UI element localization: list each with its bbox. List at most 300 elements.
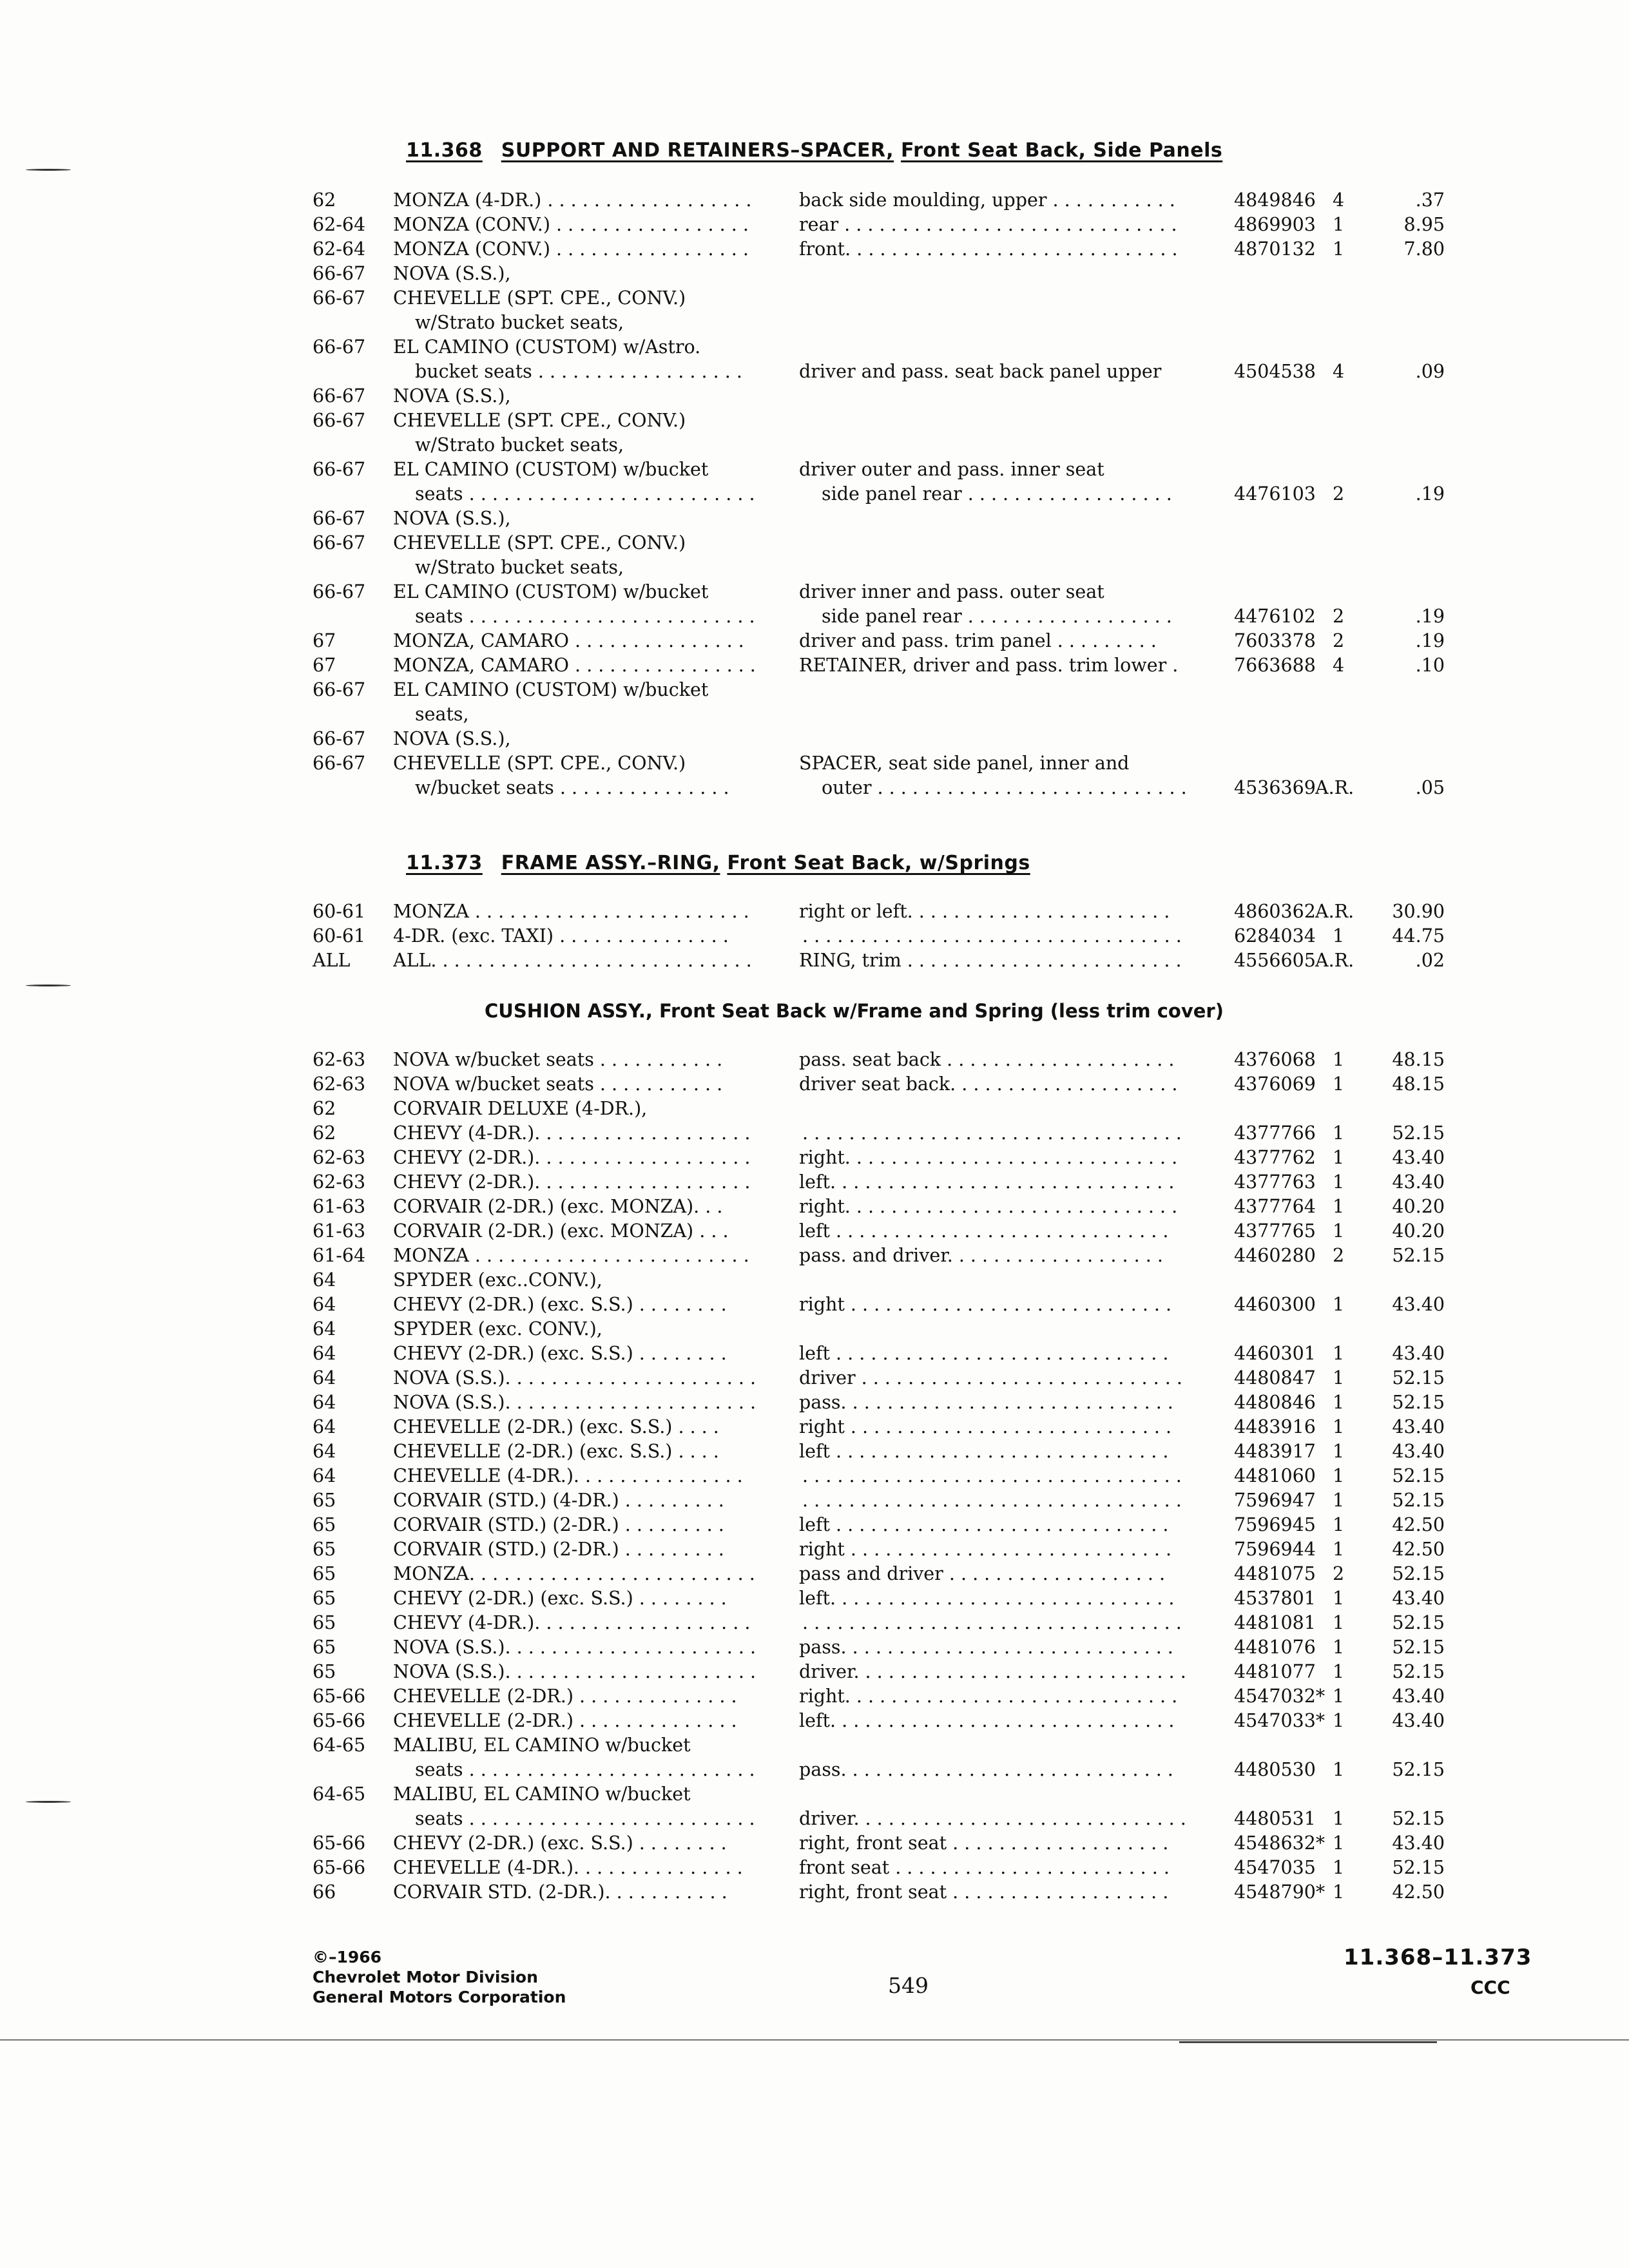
quantity: 1 bbox=[1333, 1710, 1345, 1731]
part-number: 7596944 bbox=[1234, 1539, 1316, 1560]
price: 52.15 bbox=[1392, 1367, 1445, 1389]
model-name: NOVA (S.S.), bbox=[393, 728, 511, 749]
table-row bbox=[0, 1121, 1629, 1146]
model-year: 66-67 bbox=[313, 728, 366, 749]
model-name-continued: w/Strato bucket seats, bbox=[415, 312, 624, 333]
model-name: MONZA (CONV.) . . . . . . . . . . . . . . . . . bbox=[393, 238, 749, 260]
table-row bbox=[0, 1807, 1629, 1831]
part-description: left . . . . . . . . . . . . . . . . . . . . . . . . . . . . . bbox=[799, 1220, 1169, 1242]
quantity: 1 bbox=[1333, 214, 1345, 235]
model-name: NOVA (S.S.), bbox=[393, 263, 511, 284]
quantity: 1 bbox=[1333, 1514, 1345, 1535]
table-row bbox=[0, 1439, 1629, 1464]
part-description: left . . . . . . . . . . . . . . . . . . . . . . . . . . . . . bbox=[799, 1343, 1169, 1364]
table-row bbox=[0, 1097, 1629, 1121]
model-name: NOVA (S.S.), bbox=[393, 508, 511, 529]
model-name: CHEVY (2-DR.) (exc. S.S.) . . . . . . . . bbox=[393, 1588, 727, 1609]
model-year: 65 bbox=[313, 1514, 336, 1535]
price: 43.40 bbox=[1392, 1343, 1445, 1364]
model-year: 62 bbox=[313, 1122, 336, 1144]
price: 43.40 bbox=[1392, 1171, 1445, 1193]
model-year: 64 bbox=[313, 1318, 336, 1340]
section-number: 11.373 bbox=[406, 852, 483, 874]
part-description: back side moulding, upper . . . . . . . . . . . bbox=[799, 189, 1175, 211]
price: 48.15 bbox=[1392, 1073, 1445, 1095]
quantity: 1 bbox=[1333, 1294, 1345, 1315]
table-row bbox=[0, 384, 1629, 408]
table-row bbox=[0, 1782, 1629, 1807]
part-description: left . . . . . . . . . . . . . . . . . . . . . . . . . . . . . bbox=[799, 1441, 1169, 1462]
model-year: 62-63 bbox=[313, 1073, 366, 1095]
table-row bbox=[0, 1684, 1629, 1709]
quantity: 1 bbox=[1333, 1881, 1345, 1903]
table-row bbox=[0, 1048, 1629, 1072]
model-year: 64 bbox=[313, 1294, 336, 1315]
model-year: 64 bbox=[313, 1343, 336, 1364]
part-number: 7663688 bbox=[1234, 655, 1316, 676]
quantity: 1 bbox=[1333, 1637, 1345, 1658]
model-name: CHEVELLE (2-DR.) . . . . . . . . . . . . . . bbox=[393, 1710, 737, 1731]
price: .05 bbox=[1415, 777, 1445, 798]
part-description: right, front seat . . . . . . . . . . . . . . . . . . . bbox=[799, 1881, 1169, 1903]
model-year: 61-63 bbox=[313, 1220, 366, 1242]
corporation-name: General Motors Corporation bbox=[313, 1988, 566, 2006]
part-number: 4460300 bbox=[1234, 1294, 1316, 1315]
model-name: EL CAMINO (CUSTOM) w/bucket bbox=[393, 459, 709, 480]
part-description: driver. . . . . . . . . . . . . . . . . . . . . . . . . . . . . bbox=[799, 1661, 1186, 1682]
model-year: 62-64 bbox=[313, 214, 366, 235]
price: 42.50 bbox=[1392, 1539, 1445, 1560]
model-name: MONZA, CAMARO . . . . . . . . . . . . . . . . bbox=[393, 655, 756, 676]
quantity: 1 bbox=[1333, 1539, 1345, 1560]
model-year: 67 bbox=[313, 655, 336, 676]
price: 43.40 bbox=[1392, 1832, 1445, 1854]
quantity: A.R. bbox=[1315, 777, 1354, 798]
model-name: CHEVELLE (SPT. CPE., CONV.) bbox=[393, 532, 686, 553]
part-description: front seat . . . . . . . . . . . . . . . . . . . . . . . . bbox=[799, 1857, 1170, 1878]
section-subtitle: Front Seat Back, Side Panels bbox=[901, 139, 1223, 162]
quantity: 1 bbox=[1333, 1857, 1345, 1878]
part-number: 7603378 bbox=[1234, 630, 1316, 651]
part-number: 4869903 bbox=[1234, 214, 1316, 235]
table-row bbox=[0, 286, 1629, 311]
part-description: pass. . . . . . . . . . . . . . . . . . . . . . . . . . . . . bbox=[799, 1392, 1173, 1413]
part-number: 6284034 bbox=[1234, 925, 1316, 947]
model-year: 65 bbox=[313, 1612, 336, 1633]
punch-mark-middle bbox=[26, 985, 71, 986]
part-number: 4480531 bbox=[1234, 1808, 1316, 1829]
part-description: driver. . . . . . . . . . . . . . . . . . . . . . . . . . . . . bbox=[799, 1808, 1186, 1829]
model-name: CHEVELLE (4-DR.). . . . . . . . . . . . . . . bbox=[393, 1465, 743, 1486]
part-number: 4377765 bbox=[1234, 1220, 1316, 1242]
table-row bbox=[0, 948, 1629, 973]
model-name: NOVA (S.S.). . . . . . . . . . . . . . . . . . . . . . bbox=[393, 1367, 757, 1389]
model-year: 62-64 bbox=[313, 238, 366, 260]
price: 52.15 bbox=[1392, 1759, 1445, 1780]
model-year: 67 bbox=[313, 630, 336, 651]
model-name: NOVA w/bucket seats . . . . . . . . . . . bbox=[393, 1049, 723, 1070]
model-year: 61-63 bbox=[313, 1196, 366, 1217]
model-year: 64 bbox=[313, 1465, 336, 1486]
model-name: CORVAIR STD. (2-DR.). . . . . . . . . . . bbox=[393, 1881, 728, 1903]
model-name: NOVA (S.S.). . . . . . . . . . . . . . . . . . . . . . bbox=[393, 1661, 757, 1682]
table-row bbox=[0, 1195, 1629, 1219]
price: 52.15 bbox=[1392, 1563, 1445, 1584]
model-name: CHEVELLE (4-DR.). . . . . . . . . . . . . . . bbox=[393, 1857, 743, 1878]
part-description-continued: side panel rear . . . . . . . . . . . . . . . . . . bbox=[822, 606, 1172, 627]
parts-table-11-373 bbox=[0, 899, 1629, 973]
model-year: 65 bbox=[313, 1563, 336, 1584]
section-range: 11.368–11.373 bbox=[1344, 1945, 1532, 1970]
model-year: 64-65 bbox=[313, 1783, 366, 1805]
part-description: SPACER, seat side panel, inner and bbox=[799, 753, 1130, 774]
part-description: driver inner and pass. outer seat bbox=[799, 581, 1104, 602]
model-name: MONZA . . . . . . . . . . . . . . . . . . . . . . . . bbox=[393, 1245, 749, 1266]
part-description: . . . . . . . . . . . . . . . . . . . . . . . . . . . . . . . . . bbox=[802, 1490, 1182, 1511]
table-row bbox=[0, 1733, 1629, 1758]
part-description: right . . . . . . . . . . . . . . . . . . . . . . . . . . . . bbox=[799, 1539, 1172, 1560]
model-year: 66-67 bbox=[313, 508, 366, 529]
model-name-continued: w/Strato bucket seats, bbox=[415, 434, 624, 456]
parts-table-cushion-assy bbox=[0, 1048, 1629, 1905]
quantity: 1 bbox=[1333, 1832, 1345, 1854]
model-name: CORVAIR (2-DR.) (exc. MONZA). . . bbox=[393, 1196, 723, 1217]
model-year: 62 bbox=[313, 189, 336, 211]
quantity: 1 bbox=[1333, 1367, 1345, 1389]
model-year: 66-67 bbox=[313, 679, 366, 700]
price: 30.90 bbox=[1392, 901, 1445, 922]
table-row bbox=[0, 776, 1629, 800]
table-row bbox=[0, 1219, 1629, 1244]
quantity: 1 bbox=[1333, 1147, 1345, 1168]
part-description: driver seat back. . . . . . . . . . . . . . . . . . . . bbox=[799, 1073, 1178, 1095]
bottom-rule-heavy bbox=[1179, 2041, 1437, 2043]
model-year: 66-67 bbox=[313, 581, 366, 602]
model-name-continued: bucket seats . . . . . . . . . . . . . . . . . . bbox=[415, 361, 742, 382]
table-row bbox=[0, 335, 1629, 360]
model-year: 62-63 bbox=[313, 1147, 366, 1168]
quantity: 1 bbox=[1333, 1196, 1345, 1217]
quantity: 1 bbox=[1333, 1465, 1345, 1486]
model-name: NOVA w/bucket seats . . . . . . . . . . . bbox=[393, 1073, 723, 1095]
table-row bbox=[0, 262, 1629, 286]
model-year: 65-66 bbox=[313, 1832, 366, 1854]
quantity: A.R. bbox=[1315, 901, 1354, 922]
model-name: EL CAMINO (CUSTOM) w/bucket bbox=[393, 679, 709, 700]
bottom-rule bbox=[0, 2039, 1629, 2041]
model-year: 64 bbox=[313, 1416, 336, 1437]
model-name: EL CAMINO (CUSTOM) w/Astro. bbox=[393, 336, 701, 358]
part-number: 4547033* bbox=[1234, 1710, 1325, 1731]
model-name-continued: seats, bbox=[415, 704, 469, 725]
price: .19 bbox=[1415, 483, 1445, 505]
table-row bbox=[0, 678, 1629, 702]
table-row bbox=[0, 408, 1629, 433]
model-year: 65 bbox=[313, 1661, 336, 1682]
model-name: CORVAIR DELUXE (4-DR.), bbox=[393, 1098, 648, 1119]
model-name: SPYDER (exc. CONV.), bbox=[393, 1318, 602, 1340]
price: 42.50 bbox=[1392, 1514, 1445, 1535]
quantity: 2 bbox=[1333, 606, 1345, 627]
section-number: 11.368 bbox=[406, 139, 483, 162]
part-number: 4460280 bbox=[1234, 1245, 1316, 1266]
catalog-code: CCC bbox=[1470, 1977, 1510, 1998]
table-row bbox=[0, 1611, 1629, 1635]
model-year: 64 bbox=[313, 1367, 336, 1389]
cushion-assy-heading: CUSHION ASSY., Front Seat Back w/Frame and Spring (less trim cover) bbox=[485, 1000, 1224, 1022]
model-year: 66-67 bbox=[313, 753, 366, 774]
model-name: NOVA (S.S.). . . . . . . . . . . . . . . . . . . . . . bbox=[393, 1637, 757, 1658]
model-year: 66-67 bbox=[313, 287, 366, 309]
part-description: . . . . . . . . . . . . . . . . . . . . . . . . . . . . . . . . . bbox=[802, 1612, 1182, 1633]
price: .09 bbox=[1415, 361, 1445, 382]
model-name-continued: seats . . . . . . . . . . . . . . . . . . . . . . . . . bbox=[415, 1759, 755, 1780]
quantity: 1 bbox=[1333, 1122, 1345, 1144]
part-description: right. . . . . . . . . . . . . . . . . . . . . . . . . . . . . bbox=[799, 1147, 1178, 1168]
price: 52.15 bbox=[1392, 1637, 1445, 1658]
price: 52.15 bbox=[1392, 1392, 1445, 1413]
punch-mark-top bbox=[26, 169, 71, 171]
table-row bbox=[0, 1831, 1629, 1856]
part-number: 4476102 bbox=[1234, 606, 1316, 627]
table-row bbox=[0, 1856, 1629, 1880]
model-name: CHEVELLE (SPT. CPE., CONV.) bbox=[393, 287, 686, 309]
table-row bbox=[0, 1709, 1629, 1733]
model-name: NOVA (S.S.), bbox=[393, 385, 511, 407]
part-number: 4481076 bbox=[1234, 1637, 1316, 1658]
price: 48.15 bbox=[1392, 1049, 1445, 1070]
price: 8.95 bbox=[1403, 214, 1445, 235]
publisher-block bbox=[313, 1947, 566, 2007]
quantity: 1 bbox=[1333, 1171, 1345, 1193]
model-name: ALL. . . . . . . . . . . . . . . . . . . . . . . . . . . . bbox=[393, 950, 752, 971]
model-name: MONZA, CAMARO . . . . . . . . . . . . . . . bbox=[393, 630, 744, 651]
model-name-continued: seats . . . . . . . . . . . . . . . . . . . . . . . . . bbox=[415, 483, 755, 505]
price: 52.15 bbox=[1392, 1612, 1445, 1633]
table-row bbox=[0, 1758, 1629, 1782]
quantity: 2 bbox=[1333, 1563, 1345, 1584]
part-description: rear . . . . . . . . . . . . . . . . . . . . . . . . . . . . . bbox=[799, 214, 1177, 235]
quantity: 1 bbox=[1333, 1759, 1345, 1780]
quantity: 1 bbox=[1333, 1686, 1345, 1707]
table-row bbox=[0, 1488, 1629, 1513]
model-name: CHEVY (4-DR.). . . . . . . . . . . . . . . . . . . bbox=[393, 1612, 751, 1633]
table-row bbox=[0, 1268, 1629, 1293]
table-row bbox=[0, 727, 1629, 751]
part-description: right or left. . . . . . . . . . . . . . . . . . . . . . . bbox=[799, 901, 1170, 922]
part-number: 4547035 bbox=[1234, 1857, 1316, 1878]
part-description: pass. seat back . . . . . . . . . . . . . . . . . . . . bbox=[799, 1049, 1175, 1070]
model-year: 62-63 bbox=[313, 1171, 366, 1193]
model-name-continued: w/bucket seats . . . . . . . . . . . . . . . bbox=[415, 777, 729, 798]
table-row bbox=[0, 1341, 1629, 1366]
price: .19 bbox=[1415, 630, 1445, 651]
model-name: MONZA (CONV.) . . . . . . . . . . . . . . . . . bbox=[393, 214, 749, 235]
model-name: CORVAIR (STD.) (2-DR.) . . . . . . . . . bbox=[393, 1539, 724, 1560]
model-year: 66-67 bbox=[313, 410, 366, 431]
part-number: 4870132 bbox=[1234, 238, 1316, 260]
model-name: MONZA. . . . . . . . . . . . . . . . . . . . . . . . . bbox=[393, 1563, 755, 1584]
model-name: CHEVELLE (2-DR.) . . . . . . . . . . . . . . bbox=[393, 1686, 737, 1707]
quantity: 4 bbox=[1333, 189, 1345, 211]
table-row bbox=[0, 1880, 1629, 1905]
model-name: CHEVY (2-DR.) (exc. S.S.) . . . . . . . . bbox=[393, 1343, 727, 1364]
model-name: MONZA . . . . . . . . . . . . . . . . . . . . . . . . bbox=[393, 901, 749, 922]
model-name: CHEVY (2-DR.). . . . . . . . . . . . . . . . . . . bbox=[393, 1147, 751, 1168]
table-row bbox=[0, 506, 1629, 531]
part-number: 4376069 bbox=[1234, 1073, 1316, 1095]
table-row bbox=[0, 1513, 1629, 1537]
quantity: 1 bbox=[1333, 1808, 1345, 1829]
part-number: 4548632* bbox=[1234, 1832, 1325, 1854]
table-row bbox=[0, 1146, 1629, 1170]
part-number: 4860362 bbox=[1234, 901, 1316, 922]
model-year: 65 bbox=[313, 1637, 336, 1658]
part-description: right . . . . . . . . . . . . . . . . . . . . . . . . . . . . bbox=[799, 1294, 1172, 1315]
part-number: 4556605 bbox=[1234, 950, 1316, 971]
price: 40.20 bbox=[1392, 1196, 1445, 1217]
quantity: 2 bbox=[1333, 483, 1345, 505]
part-number: 4547032* bbox=[1234, 1686, 1325, 1707]
model-year: 65-66 bbox=[313, 1710, 366, 1731]
part-number: 4377766 bbox=[1234, 1122, 1316, 1144]
table-row bbox=[0, 1537, 1629, 1562]
price: 43.40 bbox=[1392, 1441, 1445, 1462]
table-row bbox=[0, 899, 1629, 924]
model-name-continued: w/Strato bucket seats, bbox=[415, 557, 624, 578]
quantity: 2 bbox=[1333, 1245, 1345, 1266]
section-subtitle: Front Seat Back, w/Springs bbox=[727, 852, 1030, 874]
quantity: A.R. bbox=[1315, 950, 1354, 971]
price: 43.40 bbox=[1392, 1147, 1445, 1168]
quantity: 1 bbox=[1333, 1588, 1345, 1609]
part-number: 4480846 bbox=[1234, 1392, 1316, 1413]
part-description: front. . . . . . . . . . . . . . . . . . . . . . . . . . . . . bbox=[799, 238, 1178, 260]
price: 52.15 bbox=[1392, 1857, 1445, 1878]
table-row bbox=[0, 1660, 1629, 1684]
part-number: 4536369 bbox=[1234, 777, 1316, 798]
section-title: FRAME ASSY.–RING, bbox=[501, 852, 720, 874]
part-number: 4377764 bbox=[1234, 1196, 1316, 1217]
price: 7.80 bbox=[1403, 238, 1445, 260]
quantity: 1 bbox=[1333, 1073, 1345, 1095]
model-name: SPYDER (exc..CONV.), bbox=[393, 1269, 602, 1291]
quantity: 1 bbox=[1333, 1661, 1345, 1682]
model-year: 62-63 bbox=[313, 1049, 366, 1070]
quantity: 1 bbox=[1333, 1049, 1345, 1070]
price: 43.40 bbox=[1392, 1294, 1445, 1315]
part-description: . . . . . . . . . . . . . . . . . . . . . . . . . . . . . . . . . bbox=[802, 1465, 1182, 1486]
table-row bbox=[0, 653, 1629, 678]
model-year: 66-67 bbox=[313, 336, 366, 358]
price: 40.20 bbox=[1392, 1220, 1445, 1242]
table-row bbox=[0, 924, 1629, 948]
table-row bbox=[0, 1366, 1629, 1390]
table-row bbox=[0, 1072, 1629, 1097]
part-number: 4481081 bbox=[1234, 1612, 1316, 1633]
parts-table-11-368 bbox=[0, 188, 1629, 800]
table-row bbox=[0, 311, 1629, 335]
model-name: CHEVELLE (2-DR.) (exc. S.S.) . . . . bbox=[393, 1441, 719, 1462]
price: .37 bbox=[1415, 189, 1445, 211]
part-number: 4483917 bbox=[1234, 1441, 1316, 1462]
model-name-continued: seats . . . . . . . . . . . . . . . . . . . . . . . . . bbox=[415, 606, 755, 627]
part-number: 4481075 bbox=[1234, 1563, 1316, 1584]
model-name: NOVA (S.S.). . . . . . . . . . . . . . . . . . . . . . bbox=[393, 1392, 757, 1413]
model-year: 60-61 bbox=[313, 901, 366, 922]
section-heading-11-373 bbox=[406, 852, 1030, 874]
part-number: 4376068 bbox=[1234, 1049, 1316, 1070]
table-row bbox=[0, 1390, 1629, 1415]
table-row bbox=[0, 1635, 1629, 1660]
part-description: RETAINER, driver and pass. trim lower . bbox=[799, 655, 1179, 676]
model-year: 66-67 bbox=[313, 459, 366, 480]
table-row bbox=[0, 1562, 1629, 1586]
table-row bbox=[0, 1170, 1629, 1195]
price: 42.50 bbox=[1392, 1881, 1445, 1903]
part-number: 7596947 bbox=[1234, 1490, 1316, 1511]
part-number: 4481060 bbox=[1234, 1465, 1316, 1486]
price: 52.15 bbox=[1392, 1245, 1445, 1266]
model-year: 61-64 bbox=[313, 1245, 366, 1266]
model-name-continued: seats . . . . . . . . . . . . . . . . . . . . . . . . . bbox=[415, 1808, 755, 1829]
price: 44.75 bbox=[1392, 925, 1445, 947]
quantity: 1 bbox=[1333, 238, 1345, 260]
part-number: 4483916 bbox=[1234, 1416, 1316, 1437]
part-description: left. . . . . . . . . . . . . . . . . . . . . . . . . . . . . . bbox=[799, 1588, 1175, 1609]
model-year: 65-66 bbox=[313, 1857, 366, 1878]
part-description: driver outer and pass. inner seat bbox=[799, 459, 1104, 480]
model-name: CHEVY (2-DR.) (exc. S.S.) . . . . . . . . bbox=[393, 1832, 727, 1854]
part-number: 4548790* bbox=[1234, 1881, 1325, 1903]
quantity: 1 bbox=[1333, 1441, 1345, 1462]
part-description: right . . . . . . . . . . . . . . . . . . . . . . . . . . . . bbox=[799, 1416, 1172, 1437]
model-year: 64 bbox=[313, 1269, 336, 1291]
price: .02 bbox=[1415, 950, 1445, 971]
quantity: 1 bbox=[1333, 1220, 1345, 1242]
table-row bbox=[0, 237, 1629, 262]
model-year: 62 bbox=[313, 1098, 336, 1119]
price: 52.15 bbox=[1392, 1661, 1445, 1682]
price: 52.15 bbox=[1392, 1465, 1445, 1486]
part-number: 4504538 bbox=[1234, 361, 1316, 382]
part-description: pass and driver . . . . . . . . . . . . . . . . . . . bbox=[799, 1563, 1166, 1584]
model-year: 66-67 bbox=[313, 263, 366, 284]
quantity: 1 bbox=[1333, 1416, 1345, 1437]
model-name: CORVAIR (2-DR.) (exc. MONZA) . . . bbox=[393, 1220, 729, 1242]
table-row bbox=[0, 1317, 1629, 1341]
part-description: RING, trim . . . . . . . . . . . . . . . . . . . . . . . . bbox=[799, 950, 1182, 971]
section-heading-11-368 bbox=[406, 139, 1222, 162]
part-number: 4460301 bbox=[1234, 1343, 1316, 1364]
part-description: . . . . . . . . . . . . . . . . . . . . . . . . . . . . . . . . . bbox=[802, 1122, 1182, 1144]
table-row bbox=[0, 1586, 1629, 1611]
model-year: 64-65 bbox=[313, 1735, 366, 1756]
model-name: CHEVELLE (2-DR.) (exc. S.S.) . . . . bbox=[393, 1416, 719, 1437]
part-number: 4480847 bbox=[1234, 1367, 1316, 1389]
quantity: 4 bbox=[1333, 361, 1345, 382]
model-name: CHEVY (4-DR.). . . . . . . . . . . . . . . . . . . bbox=[393, 1122, 751, 1144]
model-name: CHEVELLE (SPT. CPE., CONV.) bbox=[393, 753, 686, 774]
part-description-continued: outer . . . . . . . . . . . . . . . . . . . . . . . . . . . bbox=[822, 777, 1187, 798]
part-number: 4849846 bbox=[1234, 189, 1316, 211]
model-name: MALIBU, EL CAMINO w/bucket bbox=[393, 1735, 691, 1756]
table-row bbox=[0, 213, 1629, 237]
model-year: 66-67 bbox=[313, 532, 366, 553]
table-row bbox=[0, 1464, 1629, 1488]
table-row bbox=[0, 360, 1629, 384]
table-row bbox=[0, 531, 1629, 555]
